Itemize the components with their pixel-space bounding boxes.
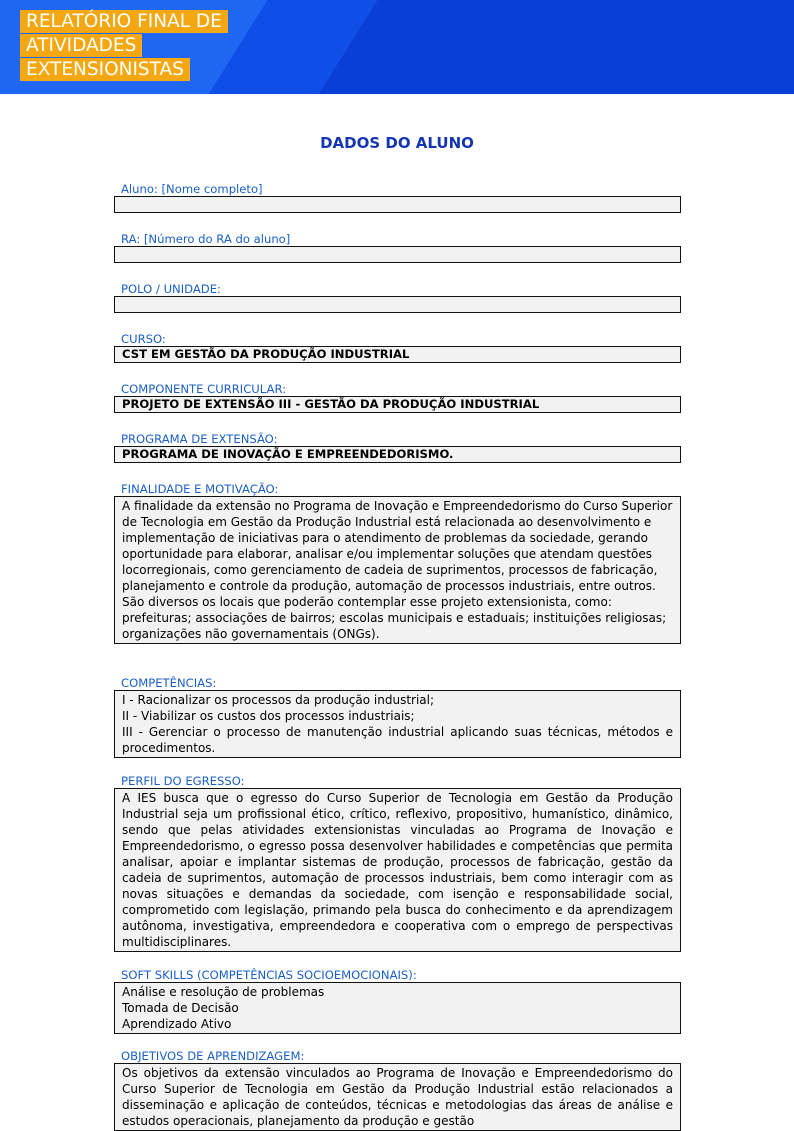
finalidade-text	[114, 496, 681, 644]
field-soft-skills	[114, 968, 681, 1034]
field-label: POLO / UNIDADE:	[121, 282, 221, 296]
field-label: COMPONENTE CURRICULAR:	[121, 382, 287, 396]
report-title-line: RELATÓRIO FINAL DE	[20, 10, 228, 33]
list-item: Aprendizado Ativo	[122, 1017, 232, 1031]
objetivos-text	[114, 1063, 681, 1131]
paragraph: Os objetivos da extensão vinculados ao Programa de Inovação e Empreendedorismo do Curso Superior de Tecnologia em Gestão da Produção Industrial estão relacionados a disseminação e aplicação de conteúdos, técnicas e metodologias das áreas de análise e estudos operacionais, planejamento da produção e gestão	[122, 1066, 673, 1128]
field-label: CURSO:	[121, 332, 166, 346]
field-curso	[114, 332, 681, 363]
programa-value: PROGRAMA DE INOVAÇÃO E EMPREENDEDORISMO.	[114, 446, 681, 463]
componente-value: PROJETO DE EXTENSÃO III - GESTÃO DA PRODUÇÃO INDUSTRIAL	[114, 396, 681, 413]
field-label: SOFT SKILLS (COMPETÊNCIAS SOCIOEMOCIONAIS):	[121, 968, 417, 982]
report-title-line: EXTENSIONISTAS	[20, 58, 190, 81]
perfil-text	[114, 788, 681, 952]
field-finalidade	[114, 482, 681, 644]
field-perfil	[114, 774, 681, 952]
list-item: I - Racionalizar os processos da produção industrial;	[122, 693, 435, 707]
field-label: RA: [Número do RA do aluno]	[121, 232, 291, 246]
field-aluno	[114, 182, 681, 213]
report-title	[20, 10, 228, 82]
list-item: Análise e resolução de problemas	[122, 985, 325, 999]
field-ra	[114, 232, 681, 263]
field-polo	[114, 282, 681, 313]
list-item: III - Gerenciar o processo de manutenção industrial aplicando suas técnicas, métodos e procedimentos.	[122, 725, 673, 755]
header-banner	[0, 0, 794, 94]
ra-input[interactable]	[114, 246, 681, 263]
competencias-list	[114, 690, 681, 758]
polo-input[interactable]	[114, 296, 681, 313]
field-competencias	[114, 676, 681, 758]
curso-value: CST EM GESTÃO DA PRODUÇÃO INDUSTRIAL	[114, 346, 681, 363]
list-item: II - Viabilizar os custos dos processos industriais;	[122, 709, 415, 723]
paragraph: A IES busca que o egresso do Curso Superior de Tecnologia em Gestão da Produção Industrial seja um profissional ético, crítico, reflexivo, propositivo, humanístico, dinâmico, sendo que pelas atividades extensionistas vinculadas ao Programa de Inovação e Empreendedorismo, o egresso possa desenvolver habilidades e competências que permita analisar, apoiar e implantar sistemas de produção, processos de fabricação, gestão da cadeia de suprimentos, automação de processos industriais, bem como interagir com as novas situações e demandas da sociedade, com isenção e responsabilidade social, comprometido com legislação, primando pela busca do conhecimento e da aprendizagem autônoma, investigativa, empreendedora e cooperativa com o emprego de perspectivas multidisciplinares.	[122, 791, 673, 949]
aluno-input[interactable]	[114, 196, 681, 213]
field-label: OBJETIVOS DE APRENDIZAGEM:	[121, 1049, 305, 1063]
field-label: COMPETÊNCIAS:	[121, 676, 217, 690]
list-item: Tomada de Decisão	[122, 1001, 239, 1015]
field-label: PERFIL DO EGRESSO:	[121, 774, 245, 788]
soft-skills-list	[114, 982, 681, 1034]
field-label: PROGRAMA DE EXTENSÃO:	[121, 432, 278, 446]
field-componente	[114, 382, 681, 413]
field-label: Aluno: [Nome completo]	[121, 182, 263, 196]
section-title: DADOS DO ALUNO	[320, 134, 474, 152]
field-programa	[114, 432, 681, 463]
report-title-line: ATIVIDADES	[20, 34, 142, 57]
field-objetivos	[114, 1049, 681, 1131]
paragraph: A finalidade da extensão no Programa de Inovação e Empreendedorismo do Curso Superior de Tecnologia em Gestão da Produção Industrial está relacionada ao desenvolvimento e implementação de iniciativas para o atendimento de problemas da sociedade, gerando oportunidade para elaborar, analisar e/ou implementar soluções que atendam questões locorregionais, como gerenciamento de cadeia de suprimentos, processos de fabricação, planejamento e controle da produção, automação de processos industriais, entre outros. São diversos os locais que poderão contemplar esse projeto extensionista, como: prefeituras; associações de bairros; escolas municipais e estaduais; instituições religiosas; organizações não governamentais (ONGs).	[122, 499, 673, 641]
field-label: FINALIDADE E MOTIVAÇÃO:	[121, 482, 279, 496]
